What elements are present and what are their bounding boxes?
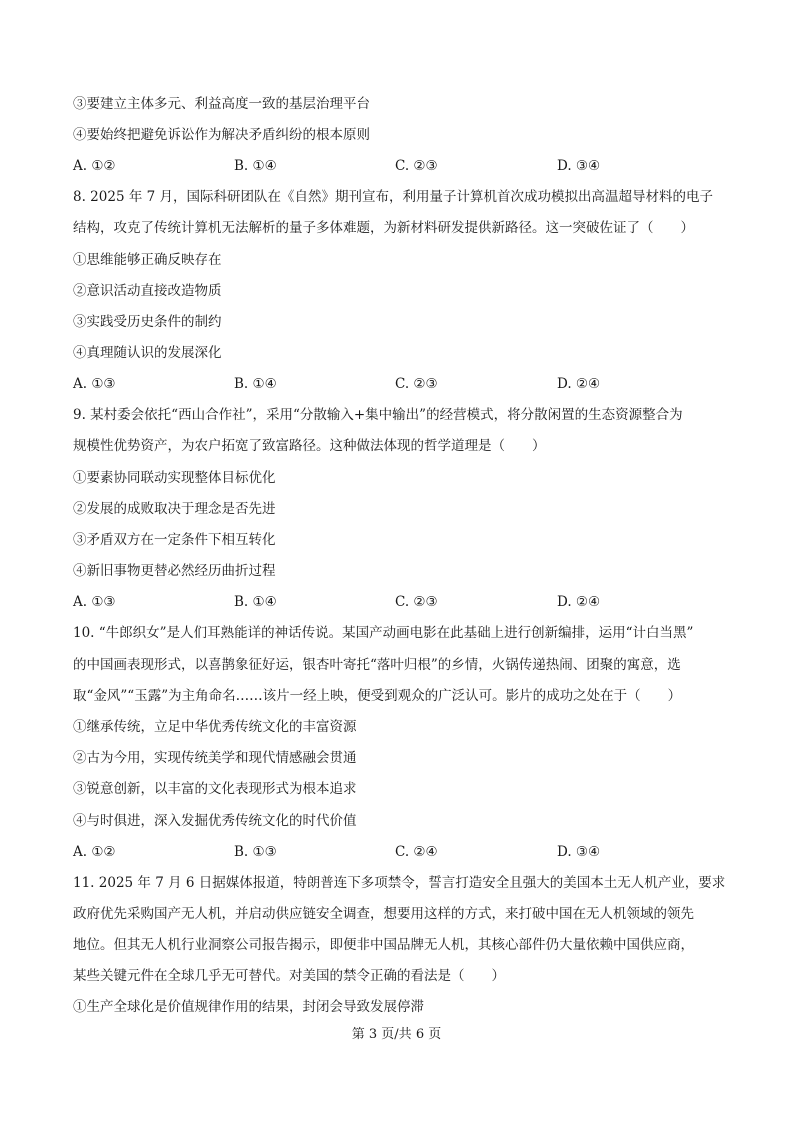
q9-option-b[interactable]: B. ①④	[234, 594, 277, 610]
q8-item-3: ③实践受历史条件的制约	[73, 314, 222, 330]
q8-option-c[interactable]: C. ②③	[395, 376, 438, 392]
q9-stem-line-1: 9. 某村委会依托“西山合作社”，采用“分散输入+集中输出”的经营模式，将分散闲置的生态资源整合为	[73, 407, 683, 423]
q11-stem-line-3: 地位。但其无人机行业洞察公司报告揭示，即便非中国品牌无人机，其核心部件仍大量依赖中国供应商，	[73, 937, 694, 953]
q7-item-3: ③要建立主体多元、利益高度一致的基层治理平台	[73, 96, 370, 112]
q10-stem-line-3: 取“金风”“玉露”为主角命名……该片一经上映，便受到观众的广泛认可。影片的成功之处在于（ ）	[73, 688, 682, 704]
q8-option-a[interactable]: A. ①③	[73, 376, 116, 392]
q11-item-1: ①生产全球化是价值规律作用的结果，封闭会导致发展停滞	[73, 999, 424, 1015]
q10-item-3: ③锐意创新，以丰富的文化表现形式为根本追求	[73, 781, 357, 797]
q7-options	[73, 156, 733, 176]
q8-option-d[interactable]: D. ②④	[557, 376, 601, 392]
q8-option-b[interactable]: B. ①④	[234, 376, 277, 392]
q10-item-1: ①继承传统，立足中华优秀传统文化的丰富资源	[73, 719, 357, 735]
q9-option-d[interactable]: D. ②④	[557, 594, 601, 610]
q10-option-c[interactable]: C. ②④	[395, 844, 438, 860]
q11-stem-line-1: 11. 2025 年 7 月 6 日据媒体报道，特朗普连下多项禁令，誓言打造安全且强大的美国本土无人机产业，要求	[73, 875, 726, 891]
q10-item-4: ④与时俱进，深入发掘优秀传统文化的时代价值	[73, 813, 357, 829]
q9-item-4: ④新旧事物更替必然经历曲折过程	[73, 563, 276, 579]
q8-item-4: ④真理随认识的发展深化	[73, 345, 222, 361]
q9-item-3: ③矛盾双方在一定条件下相互转化	[73, 532, 276, 548]
q8-stem-line-1: 8. 2025 年 7 月，国际科研团队在《自然》期刊宣布，利用量子计算机首次成功模拟出高温超导材料的电子	[73, 189, 713, 205]
q7-option-b[interactable]: B. ①④	[234, 158, 277, 174]
q7-option-c[interactable]: C. ②③	[395, 158, 438, 174]
q11-stem-line-4: 某些关键元件在全球几乎无可替代。对美国的禁令正确的看法是（ ）	[73, 968, 505, 984]
q11-stem-line-2: 政府优先采购国产无人机，并启动供应链安全调查，想要用这样的方式，来打破中国在无人机领域的领先	[73, 906, 694, 922]
q9-option-c[interactable]: C. ②③	[395, 594, 438, 610]
q9-item-2: ②发展的成败取决于理念是否先进	[73, 501, 276, 517]
q8-options	[73, 374, 733, 394]
q7-option-a[interactable]: A. ①②	[73, 158, 116, 174]
q10-option-d[interactable]: D. ③④	[557, 844, 601, 860]
q10-stem-line-1: 10. “牛郎织女”是人们耳熟能详的神话传说。某国产动画电影在此基础上进行创新编排，运用“计白当黑”	[73, 625, 694, 641]
q9-options	[73, 592, 733, 612]
q7-item-4: ④要始终把避免诉讼作为解决矛盾纠纷的根本原则	[73, 127, 370, 143]
q9-item-1: ①要素协同联动实现整体目标优化	[73, 470, 276, 486]
q8-stem-line-2: 结构，攻克了传统计算机无法解析的量子多体难题，为新材料研发提供新路径。这一突破佐证了（ ）	[73, 220, 694, 236]
q8-item-2: ②意识活动直接改造物质	[73, 283, 222, 299]
q10-item-2: ②古为今用，实现传统美学和现代情感融会贯通	[73, 750, 357, 766]
q10-option-a[interactable]: A. ①②	[73, 844, 116, 860]
q10-option-b[interactable]: B. ①③	[234, 844, 277, 860]
q8-item-1: ①思维能够正确反映存在	[73, 252, 222, 268]
q7-option-d[interactable]: D. ③④	[557, 158, 601, 174]
q9-stem-line-2: 规模性优势资产，为农户拓宽了致富路径。这种做法体现的哲学道理是（ ）	[73, 438, 546, 454]
q10-stem-line-2: 的中国画表现形式，以喜鹊象征好运，银杏叶寄托“落叶归根”的乡情，火锅传递热闹、团聚的寓意，选	[73, 657, 681, 673]
q10-options	[73, 842, 733, 862]
page-number-footer: 第 3 页/共 6 页	[351, 1027, 442, 1042]
q9-option-a[interactable]: A. ①③	[73, 594, 116, 610]
